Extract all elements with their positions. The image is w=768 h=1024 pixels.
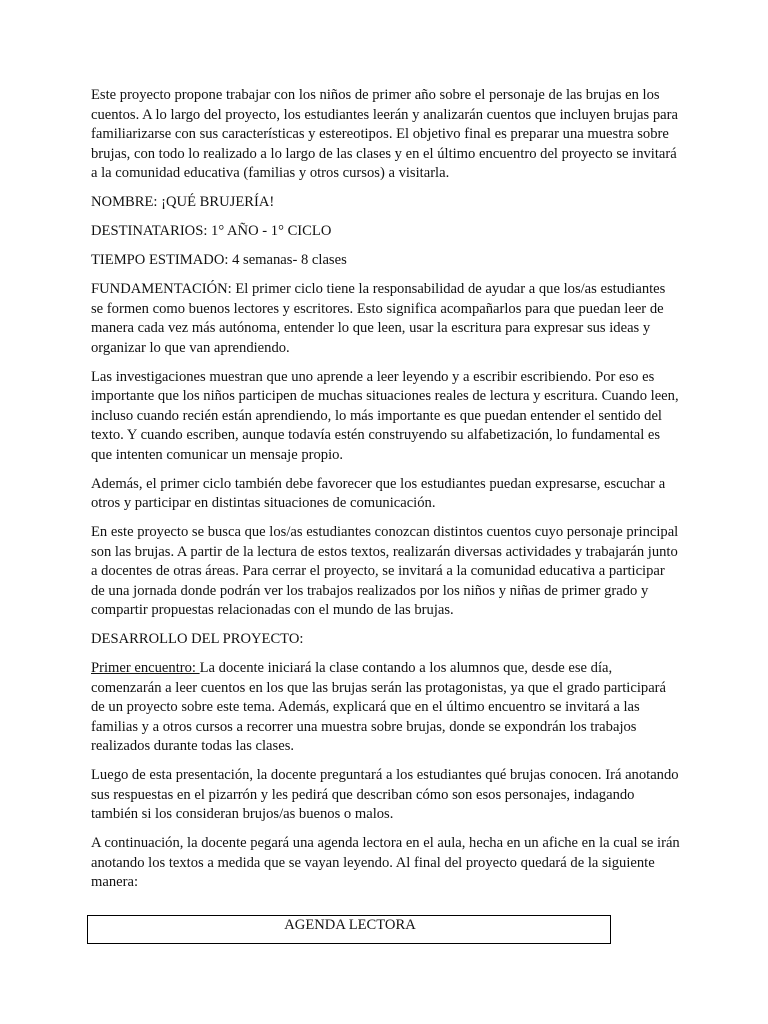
presentacion-paragraph: Luego de esta presentación, la docente preguntará a los estudiantes qué brujas conocen. Irá anotando sus respuestas en el pizarrón y les pedirá que describan cómo son esos personajes, indagando también si los consideran brujos/as buenos o malos.	[91, 767, 679, 822]
desarrollo-heading: DESARROLLO DEL PROYECTO:	[91, 631, 304, 647]
destinatarios-line: DESTINATARIOS: 1° AÑO - 1° CICLO	[91, 223, 332, 239]
agenda-lectora-table	[87, 915, 611, 944]
document-body	[91, 86, 681, 902]
investigaciones-paragraph: Las investigaciones muestran que uno aprende a leer leyendo y a escribir escribiendo. Por eso es importante que los niños participen de muchas situaciones reales de lectura y escritura. Cuando leen, incluso cuando recién están aprendiendo, lo más importante es que puedan entender el sentido del texto. Y cuando escriben, aunque todavía estén construyendo su alfabetización, lo fundamental es que intenten comunicar un mensaje propio.	[91, 368, 679, 463]
primer-encuentro-text: La docente iniciará la clase contando a los alumnos que, desde ese día, comenzarán a leer cuentos en los que las brujas serán las protagonistas, ya que el grado participará de un proyecto sobre este tema. Además, explicará que en el último encuentro se invitará a las familias y a otros cursos a recorrer una muestra sobre brujas, donde se expondrán los trabajos realizados durante todas las clases.	[91, 660, 667, 754]
primer-encuentro-paragraph	[91, 659, 681, 757]
ademas-paragraph: Además, el primer ciclo también debe favorecer que los estudiantes puedan expresarse, escuchar a otros y participar en distintas situaciones de comunicación.	[91, 475, 666, 511]
fundamentacion-paragraph: FUNDAMENTACIÓN: El primer ciclo tiene la responsabilidad de ayudar a que los/as estudiantes se formen como buenos lectores y escritores. Esto significa acompañarlos para que puedan leer de manera cada vez más autónoma, entender lo que leen, usar la escritura para expresar sus ideas y organizar lo que van aprendiendo.	[91, 281, 666, 356]
proyecto-paragraph: En este proyecto se busca que los/as estudiantes conozcan distintos cuentos cuyo personaje principal son las brujas. A partir de la lectura de estos textos, realizarán diversas actividades y trabajarán junto a docentes de otras áreas. Para cerrar el proyecto, se invitará a la comunidad educativa a participar de una jornada donde podrán ver los trabajos realizados por los niños y niñas de primer grado y compartir propuestas relacionadas con el mundo de las brujas.	[91, 524, 679, 618]
primer-encuentro-label: Primer encuentro:	[91, 660, 200, 676]
tiempo-line: TIEMPO ESTIMADO: 4 semanas- 8 clases	[91, 252, 347, 268]
agenda-lectora-title: AGENDA LECTORA	[284, 917, 416, 933]
nombre-line: NOMBRE: ¡QUÉ BRUJERÍA!	[91, 194, 275, 210]
continuacion-paragraph: A continuación, la docente pegará una agenda lectora en el aula, hecha en un afiche en la cual se irán anotando los textos a medida que se vayan leyendo. Al final del proyecto quedará de la siguiente manera:	[91, 835, 680, 890]
intro-paragraph: Este proyecto propone trabajar con los niños de primer año sobre el personaje de las brujas en los cuentos. A lo largo del proyecto, los estudiantes leerán y analizarán cuentos que incluyen brujas para familiarizarse con sus características y estereotipos. El objetivo final es preparar una muestra sobre brujas, con todo lo realizado a lo largo de las clases y en el último encuentro del proyecto se invitará a la comunidad educativa (familias y otros cursos) a visitarla.	[91, 87, 678, 181]
